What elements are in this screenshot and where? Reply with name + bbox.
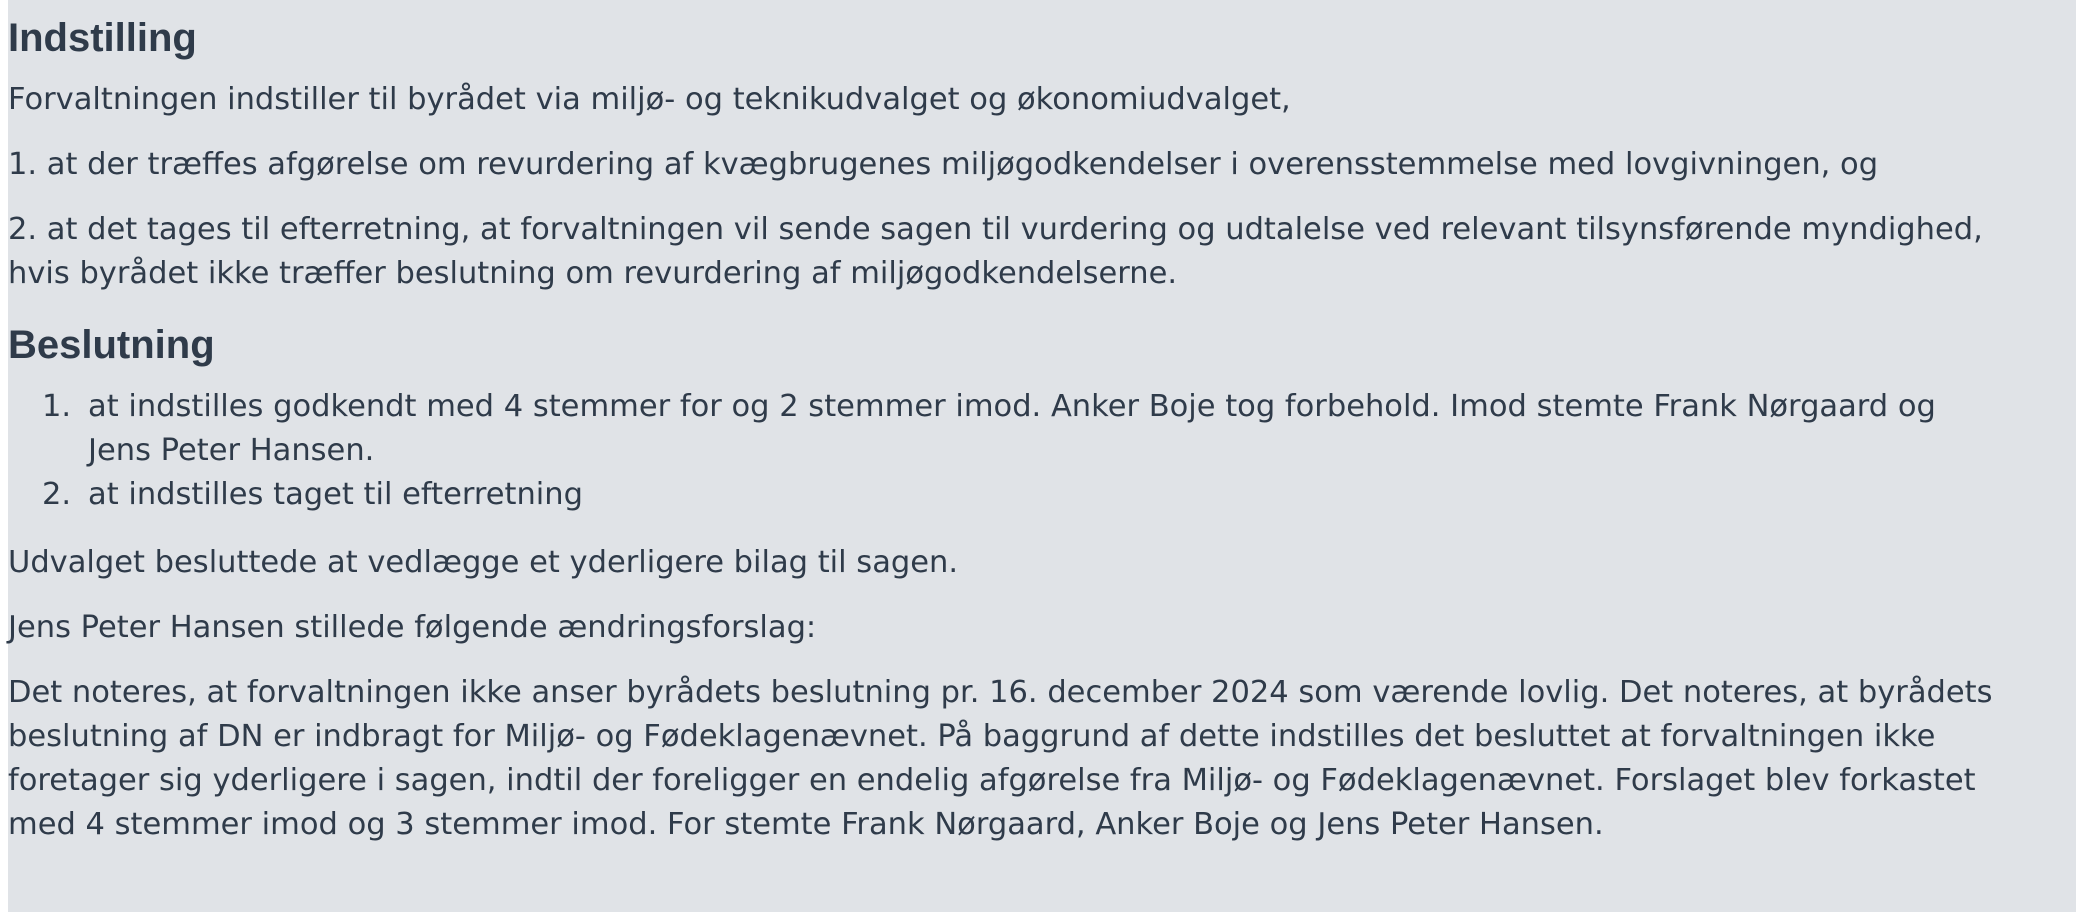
aendringsforslag-line-2: beslutning af DN er indbragt for Miljø- og Fødeklagenævnet. På baggrund af dette indstilles det besluttet at forvaltningen ikke [8, 719, 1936, 754]
aendringsforslag-intro: Jens Peter Hansen stillede følgende ændringsforslag: [8, 610, 817, 645]
beslutning-list-item [8, 385, 1936, 473]
aendringsforslag-text [8, 671, 2068, 847]
aendringsforslag-line-3: foretager sig yderligere i sagen, indtil der foreligger en endelig afgørelse fra Miljø- og Fødeklagenævnet. Forslaget blev forkastet [8, 763, 1976, 798]
list-item-text-line-1: at indstilles godkendt med 4 stemmer for og 2 stemmer imod. Anker Boje tog forbehold. Imod stemte Frank Nørgaard og [88, 389, 1936, 424]
aendringsforslag-line-4: med 4 stemmer imod og 3 stemmer imod. For stemte Frank Nørgaard, Anker Boje og Jens Peter Hansen. [8, 807, 1604, 842]
list-item-text-line-1: at indstilles taget til efterretning [88, 477, 583, 512]
aendringsforslag-line-1: Det noteres, at forvaltningen ikke anser byrådets beslutning pr. 16. december 2024 som værende lovlig. Det noteres, at byrådets [8, 675, 1993, 710]
indstilling-item-1: 1. at der træffes afgørelse om revurdering af kvægbrugenes miljøgodkendelser i overensstemmelse med lovgivningen, og [8, 147, 1879, 182]
indstilling-intro: Forvaltningen indstiller til byrådet via miljø- og teknikudvalget og økonomiudvalget, [8, 82, 1291, 117]
indstilling-item-2-line-1: 2. at det tages til efterretning, at forvaltningen vil sende sagen til vurdering og udtalelse ved relevant tilsynsførende myndighed, [8, 212, 1983, 247]
indstilling-item-2 [8, 208, 2068, 296]
indstilling-item-2-line-2: hvis byrådet ikke træffer beslutning om revurdering af miljøgodkendelserne. [8, 256, 1178, 291]
list-item-number: 1. [42, 389, 72, 424]
heading-beslutning: Beslutning [8, 323, 215, 367]
list-item-text-line-2: Jens Peter Hansen. [88, 433, 375, 468]
beslutning-list-item [8, 473, 1936, 517]
beslutning-list [8, 385, 1936, 517]
bilag-paragraph: Udvalget besluttede at vedlægge et yderligere bilag til sagen. [8, 545, 959, 580]
heading-indstilling: Indstilling [8, 16, 197, 60]
document-page [8, 0, 2076, 912]
list-item-number: 2. [42, 477, 72, 512]
